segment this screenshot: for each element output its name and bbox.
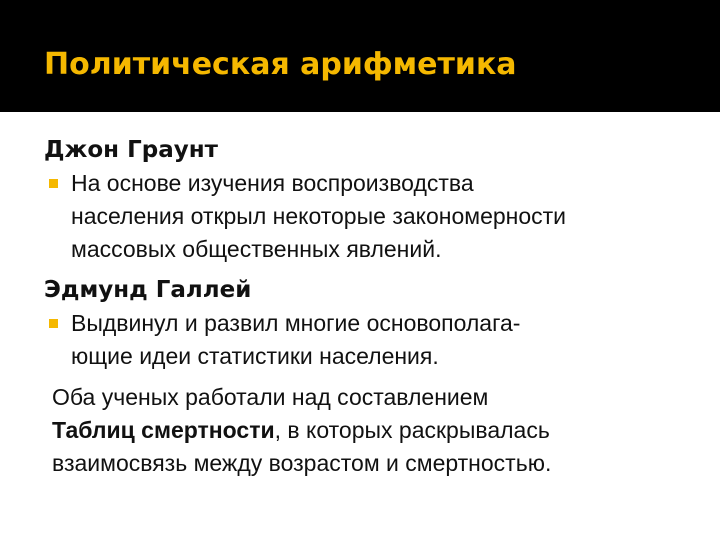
bullet-square-icon — [49, 319, 58, 328]
slide-title: Политическая арифметика — [44, 47, 517, 82]
bullet-line: Выдвинул и развил многие основополага- — [71, 310, 521, 336]
slide-header — [0, 0, 720, 112]
section-heading-graunt: Джон Граунт — [44, 137, 218, 163]
summary-line: Оба ученых работали над составлением — [52, 384, 489, 410]
section-heading-halley: Эдмунд Галлей — [44, 277, 252, 303]
summary-line-2 — [52, 414, 704, 447]
slide-content — [44, 126, 704, 480]
summary-paragraph — [52, 381, 704, 480]
summary-line-2-rest: , в которых раскрывалась — [274, 417, 550, 443]
mortality-tables-term: Таблиц смертности — [52, 417, 275, 443]
bullet-line: массовых общественных явлений. — [71, 236, 442, 262]
bullet-line: населения открыл некоторые закономерности — [71, 203, 567, 229]
bullet-halley — [44, 307, 704, 373]
bullet-line: На основе изучения воспроизводства — [71, 170, 474, 196]
bullet-graunt — [44, 167, 704, 266]
bullet-square-icon — [49, 179, 58, 188]
bullet-line: ющие идеи статистики населения. — [71, 343, 439, 369]
summary-line: взаимосвязь между возрастом и смертностью. — [52, 450, 552, 476]
